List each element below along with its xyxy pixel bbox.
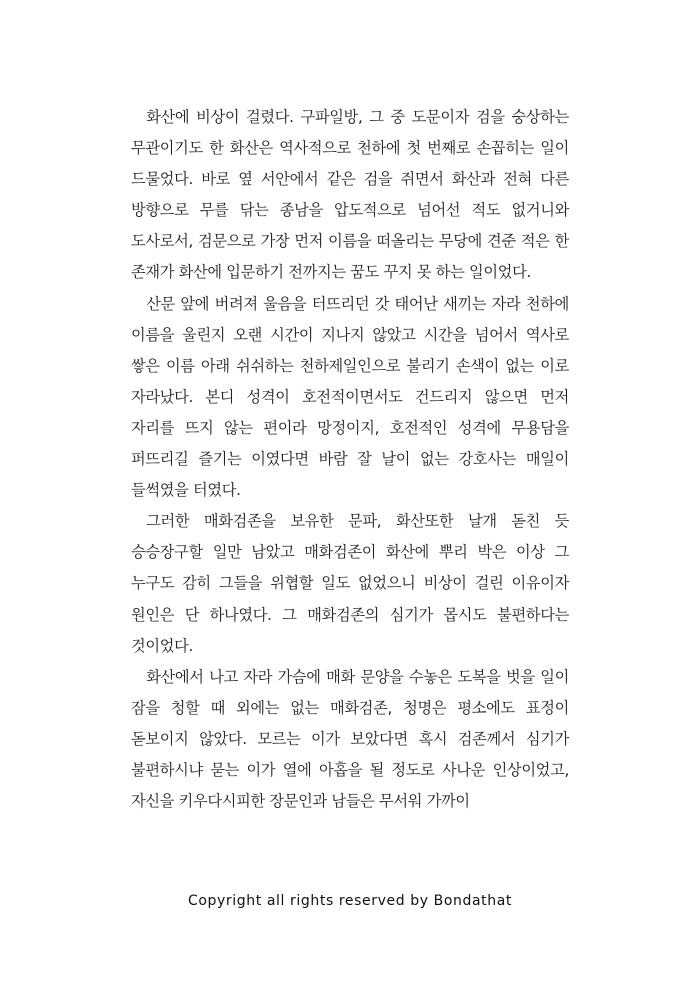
copyright-footer: Copyright all rights reserved by Bondathat: [187, 893, 513, 909]
paragraph-3: 그러한 매화검존을 보유한 문파, 화산또한 날개 돋친 듯 승승장구할 일만 남았고 매화검존이 화산에 뿌리 박은 이상 그 누구도 감히 그들을 위협할 일도 없었으니 비상이 걸린 이유이자 원인은 단 하나였다. 그 매화검존의 심기가 몹시도 불편하다는 것이었다.: [131, 512, 569, 655]
paragraph-4: 화산에서 나고 자라 가슴에 매화 문양을 수놓은 도복을 벗을 일이 잠을 청할 때 외에는 없는 매화검존, 청명은 평소에도 표정이 돋보이지 않았다. 모르는 이가 보았다면 혹시 검존께서 심기가 불편하시냐 묻는 이가 열에 아홉을 될 정도로 사나운 인상이었고, 자신을 키우다시피한 장문인과 남들은 무서워 가까이: [131, 667, 569, 811]
paragraph-1: 화산에 비상이 걸렸다. 구파일방, 그 중 도문이자 검을 숭상하는 무관이기도 한 화산은 역사적으로 천하에 첫 번째로 손꼽히는 일이 드물었다. 바로 옆 서안에서 같은 검을 쥐면서 화산과 전혀 다른 방향으로 무를 닦는 종남을 압도적으로 넘어선 적도 없거니와 도사로서, 검문으로 가장 먼저 이름을 떠올리는 무당에 견준 적은 한 존재가 화산에 입문하기 전까지는 꿈도 꾸지 못 하는 일이었다.: [131, 108, 569, 282]
paragraph-2: 산문 앞에 버려져 울음을 터뜨리던 갓 태어난 새끼는 자라 천하에 이름을 울린지 오랜 시간이 지나지 않았고 시간을 넘어서 역사로 쌓은 이름 아래 쉬쉬하는 천하제일인으로 불리기 손색이 없는 이로 자라났다. 본디 성격이 호전적이면서도 건드리지 않으면 먼저 자리를 뜨지 않는 편이라 망정이지, 호전적인 성격에 무용담을 퍼뜨리길 즐기는 이였다면 바람 잘 날이 없는 강호사는 매일이 들썩였을 터였다.: [131, 294, 569, 500]
document-body: [131, 102, 569, 817]
